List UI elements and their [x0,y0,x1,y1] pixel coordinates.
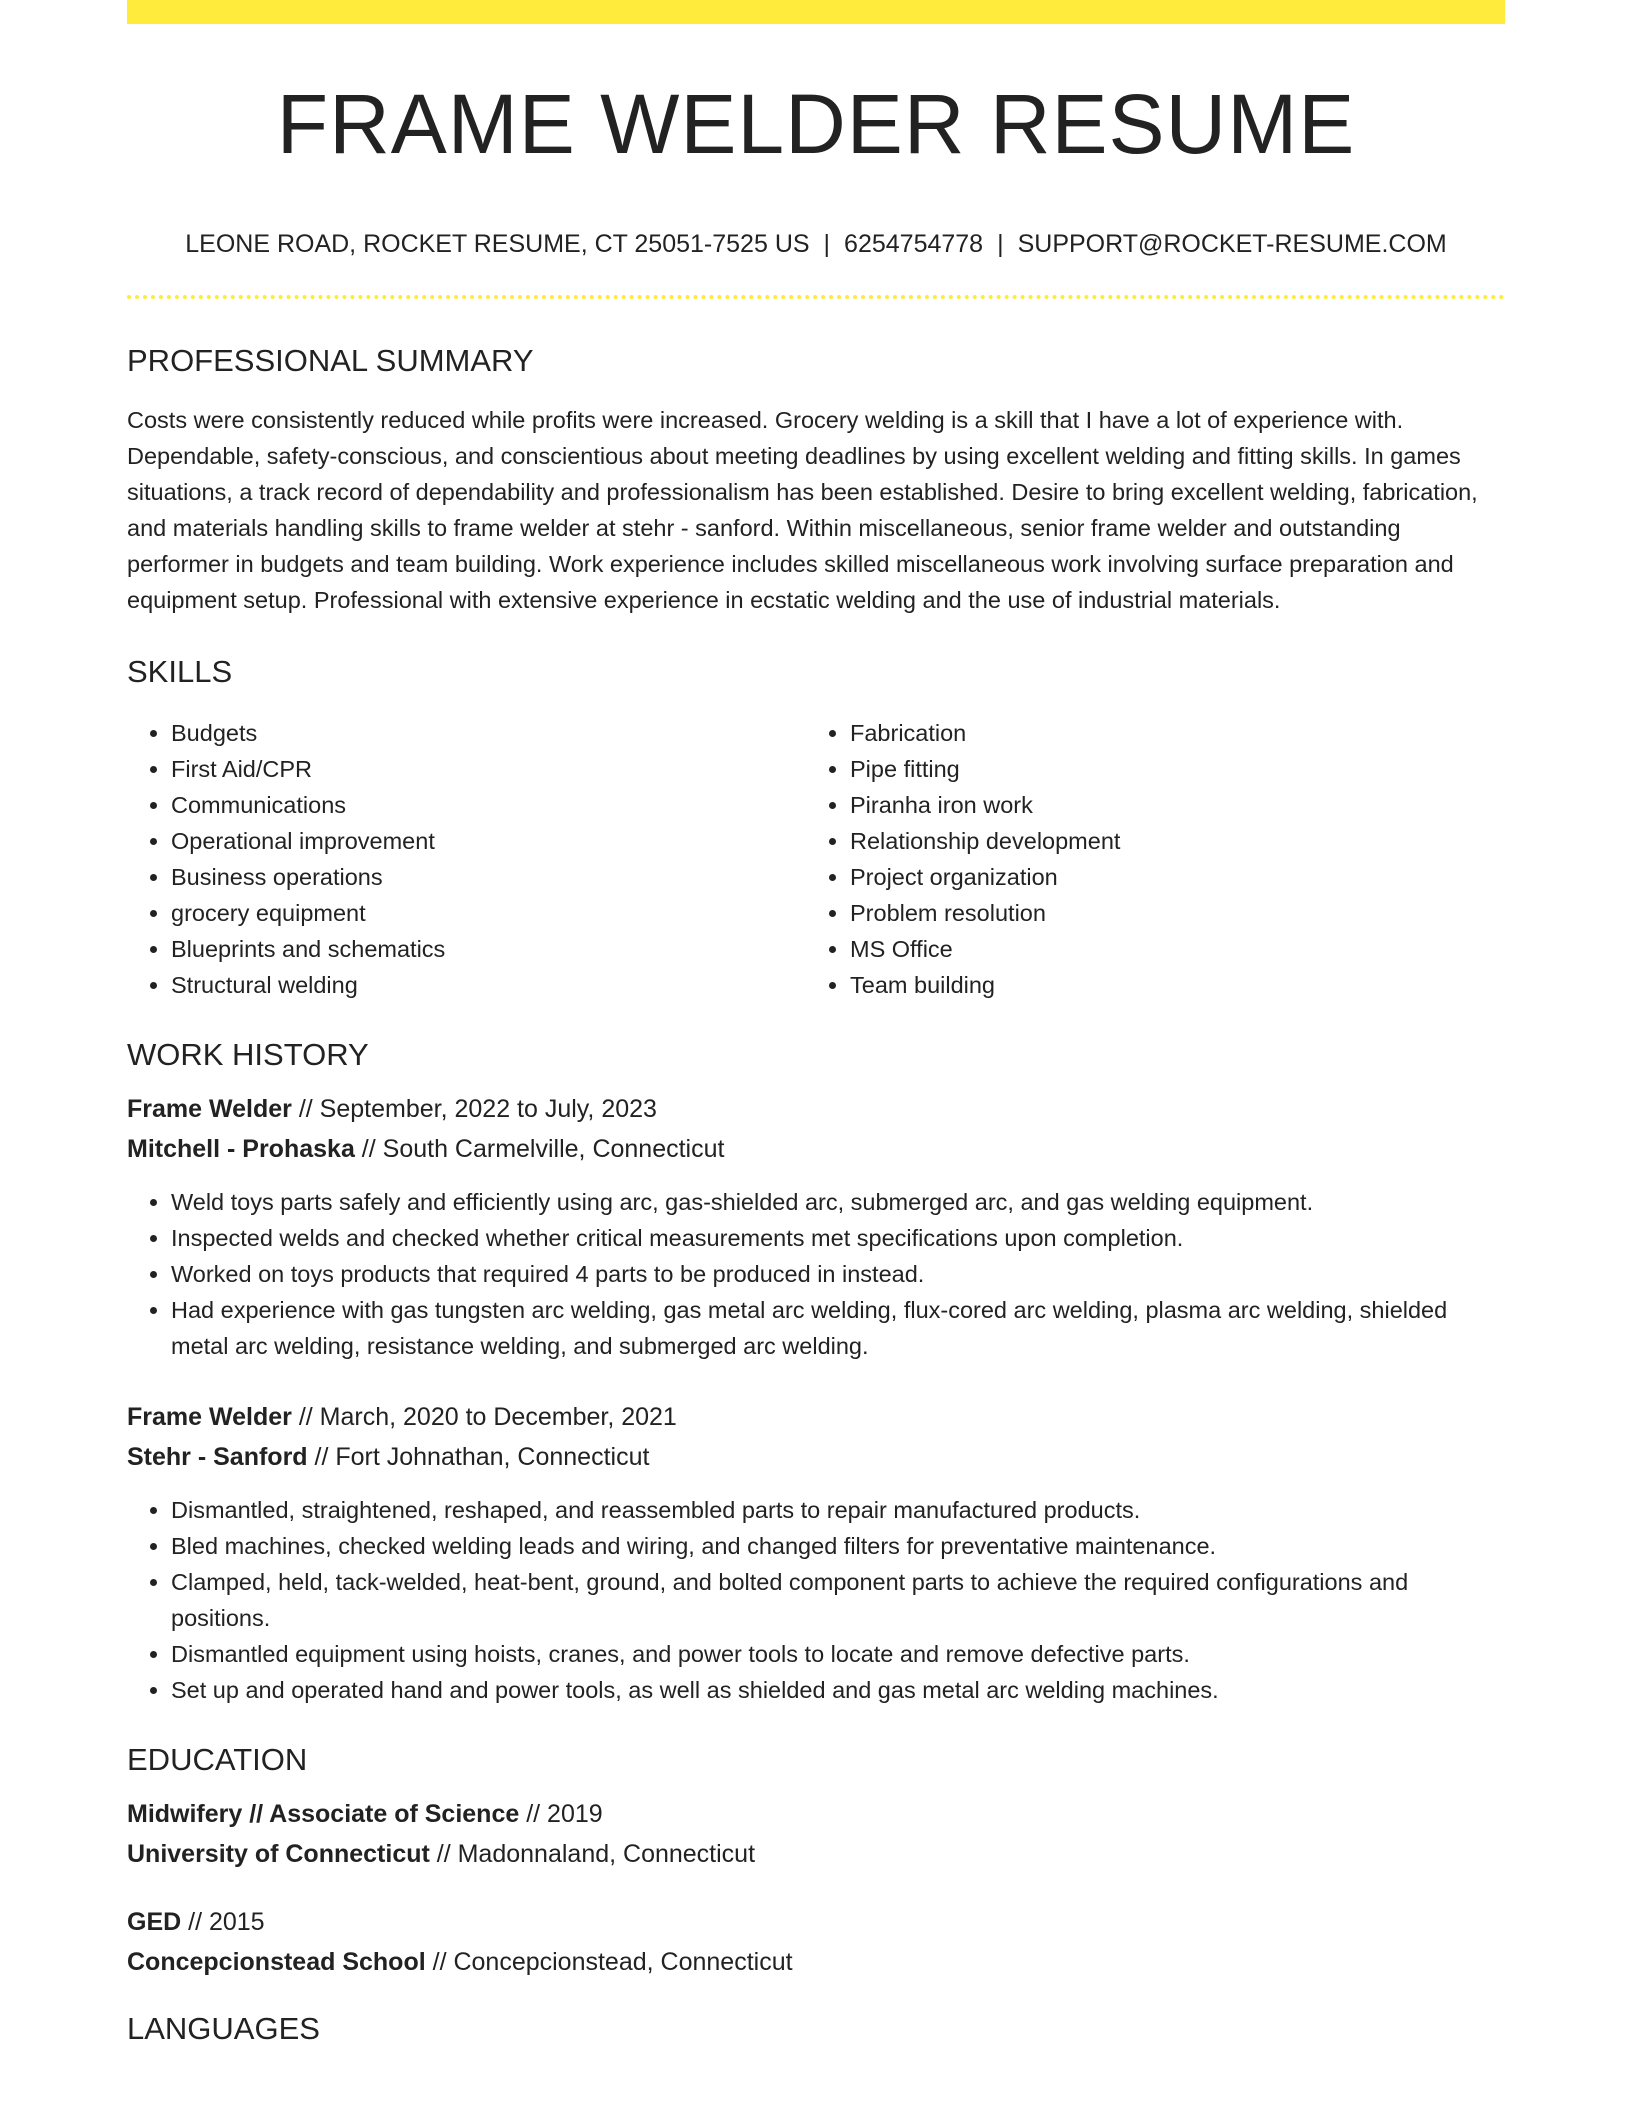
skill-item: • Business operations [171,859,806,895]
job-company-line [127,1134,1505,1164]
job-title: Frame Welder [127,1403,292,1431]
job-title: Frame Welder [127,1095,292,1123]
section-heading-work-history: WORK HISTORY [127,1037,369,1072]
skill-item: • Piranha iron work [850,787,1485,823]
skill-item: • Blueprints and schematics [171,931,806,967]
education-degree: GED [127,1908,182,1936]
top-accent-bar [127,0,1505,24]
education-school: University of Connecticut [127,1840,430,1868]
job-bullet: • Set up and operated hand and power tools, as well as shielded and gas metal arc welding machines. [171,1672,1505,1708]
job-bullet: • Bled machines, checked welding leads and wiring, and changed filters for preventative maintenance. [171,1528,1505,1564]
job-title-line [127,1094,1505,1124]
dotted-divider [127,295,1505,299]
resume-title: FRAME WELDER RESUME [276,77,1356,171]
education-entry [127,1907,1505,1977]
job-dates: // September, 2022 to July, 2023 [291,1095,657,1123]
skill-item: • Problem resolution [850,895,1485,931]
education-entry [127,1799,1505,1869]
contact-separator: | [997,230,1004,258]
languages-section [127,2013,1505,2044]
skill-item: • grocery equipment [171,895,806,931]
contact-separator: | [823,230,831,258]
education-year: // 2015 [181,1908,265,1936]
professional-summary-section [127,345,1505,618]
education-location: // Concepcionstead, Connecticut [425,1948,793,1976]
education-degree-line [127,1799,1505,1829]
job-entry [127,1094,1505,1364]
skills-column-left [127,715,806,1003]
skill-item: • Team building [850,967,1485,1003]
skill-item: • Pipe fitting [850,751,1485,787]
skill-item: • Structural welding [171,967,806,1003]
section-heading-education: EDUCATION [127,1742,308,1777]
skills-section [127,656,1505,1003]
education-location: // Madonnaland, Connecticut [429,1840,756,1868]
section-heading-languages: LANGUAGES [127,2011,320,2046]
education-school-line [127,1947,1505,1977]
job-company: Mitchell - Prohaska [127,1135,355,1163]
section-heading-summary: PROFESSIONAL SUMMARY [127,343,534,378]
job-entry [127,1402,1505,1708]
education-degree: Midwifery // Associate of Science [127,1800,520,1828]
job-location: // South Carmelville, Connecticut [354,1135,725,1163]
job-bullet: • Had experience with gas tungsten arc welding, gas metal arc welding, flux-cored arc welding, plasma arc welding, shielded metal arc welding, resistance welding, and submerged arc welding. [171,1292,1505,1364]
skill-item: • MS Office [850,931,1485,967]
contact-line [127,232,1505,257]
section-heading-skills: SKILLS [127,654,233,689]
education-year: // 2019 [519,1800,603,1828]
skill-item: • Fabrication [850,715,1485,751]
job-bullets [127,1184,1505,1364]
skills-column-right [806,715,1485,1003]
job-bullet: • Dismantled, straightened, reshaped, and reassembled parts to repair manufactured products. [171,1492,1505,1528]
skill-item: • Operational improvement [171,823,806,859]
contact-address: LEONE ROAD, ROCKET RESUME, CT 25051-7525 US [185,230,810,258]
education-section [127,1744,1505,1977]
education-school: Concepcionstead School [127,1948,426,1976]
skill-item: • Budgets [171,715,806,751]
job-bullet: • Clamped, held, tack-welded, heat-bent, ground, and bolted component parts to achieve the required configurations and positions. [171,1564,1505,1636]
education-school-line [127,1839,1505,1869]
job-location: // Fort Johnathan, Connecticut [307,1443,650,1471]
job-bullet: • Inspected welds and checked whether critical measurements met specifications upon completion. [171,1220,1505,1256]
contact-email: SUPPORT@ROCKET-RESUME.COM [1017,230,1447,258]
work-history-section [127,1039,1505,1708]
resume-page [127,0,1505,2044]
summary-text: Costs were consistently reduced while profits were increased. Grocery welding is a skill that I have a lot of experience with. Dependable, safety-conscious, and conscientious about meeting deadlines by using excellent welding and fitting skills. In games situations, a track record of dependability and professionalism has been established. Desire to bring excellent welding, fabrication, and materials handling skills to frame welder at stehr - sanford. Within miscellaneous, senior frame welder and outstanding performer in budgets and team building. Work experience includes skilled miscellaneous work involving surface preparation and equipment setup. Professional with extensive experience in ecstatic welding and the use of industrial materials. [127,407,1478,613]
job-bullet: • Dismantled equipment using hoists, cranes, and power tools to locate and remove defective parts. [171,1636,1505,1672]
skill-item: • Relationship development [850,823,1485,859]
job-bullet: • Worked on toys products that required 4 parts to be produced in instead. [171,1256,1505,1292]
education-degree-line [127,1907,1505,1937]
job-company: Stehr - Sanford [127,1443,308,1471]
skills-grid [127,715,1505,1003]
skill-item: • Project organization [850,859,1485,895]
job-title-line [127,1402,1505,1432]
contact-phone: 6254754778 [844,230,984,258]
skill-item: • First Aid/CPR [171,751,806,787]
job-company-line [127,1442,1505,1472]
job-bullet: • Weld toys parts safely and efficiently using arc, gas-shielded arc, submerged arc, and gas welding equipment. [171,1184,1505,1220]
skill-item: • Communications [171,787,806,823]
job-bullets [127,1492,1505,1708]
job-dates: // March, 2020 to December, 2021 [291,1403,677,1431]
